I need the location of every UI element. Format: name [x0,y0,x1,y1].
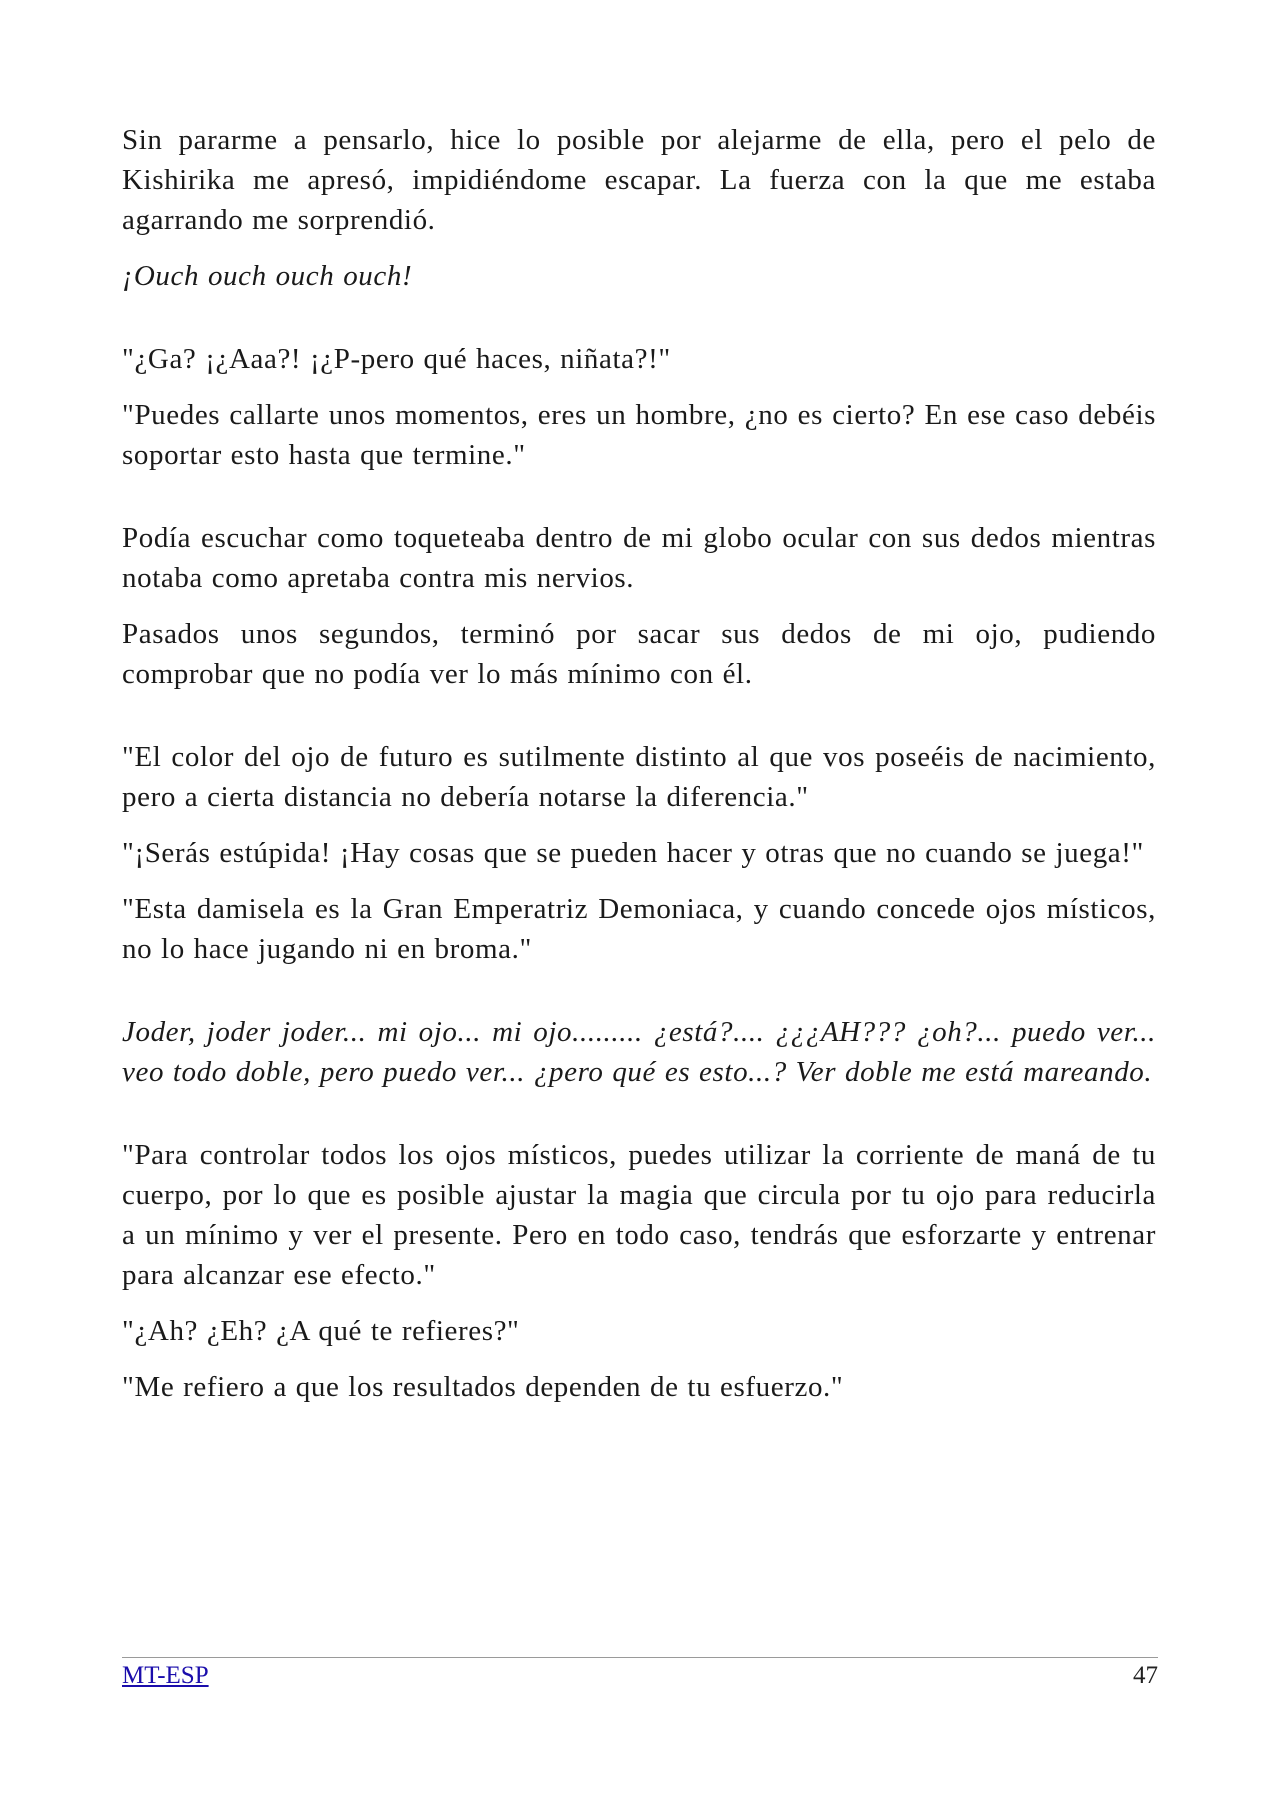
paragraph-11-dialogue: "Para controlar todos los ojos místicos, puedes utilizar la corriente de maná de tu cuerpo, por lo que es posible ajustar la magia que circula por tu ojo para reducirla a un mínimo y ver el presente. Pero en todo caso, tendrás que esforzarte y entrenar para alcanzar ese efecto." [122,1139,1156,1291]
page-number: 47 [1133,1662,1158,1689]
paragraph-12-dialogue: "¿Ah? ¿Eh? ¿A qué te refieres?" [122,1315,520,1347]
paragraph-8-dialogue: "¡Serás estúpida! ¡Hay cosas que se pueden hacer y otras que no cuando se juega!" [122,837,1144,869]
paragraph-13-dialogue: "Me refiero a que los resultados dependen de tu esfuerzo." [122,1371,844,1403]
paragraph-5: Podía escuchar como toqueteaba dentro de mi globo ocular con sus dedos mientras notaba como apretaba contra mis nervios. [122,522,1156,594]
page-footer [122,1660,1158,1692]
footer-link[interactable]: MT-ESP [122,1662,209,1689]
paragraph-3-dialogue: "¿Ga? ¡¿Aaa?! ¡¿P-pero qué haces, niñata?!" [122,343,671,375]
paragraph-7-dialogue: "El color del ojo de futuro es sutilmente distinto al que vos poseéis de nacimiento, pero a cierta distancia no debería notarse la diferencia." [122,741,1156,813]
paragraph-6: Pasados unos segundos, terminó por sacar sus dedos de mi ojo, pudiendo comprobar que no podía ver lo más mínimo con él. [122,618,1156,690]
page-body [122,120,1156,1423]
paragraph-1: Sin pararme a pensarlo, hice lo posible por alejarme de ella, pero el pelo de Kishirika me apresó, impidiéndome escapar. La fuerza con la que me estaba agarrando me sorprendió. [122,124,1156,236]
paragraph-10-thought: Joder, joder joder... mi ojo... mi ojo......... ¿está?.... ¿¿¿AH??? ¿oh?... puedo ver... veo todo doble, pero puedo ver... ¿pero qué es esto...? Ver doble me está mareando. [122,1016,1156,1088]
paragraph-9-dialogue: "Esta damisela es la Gran Emperatriz Demoniaca, y cuando concede ojos místicos, no lo hace jugando ni en broma." [122,893,1156,965]
paragraph-2-thought: ¡Ouch ouch ouch ouch! [122,260,413,292]
footer-divider [122,1657,1158,1658]
paragraph-4-dialogue: "Puedes callarte unos momentos, eres un hombre, ¿no es cierto? En ese caso debéis soportar esto hasta que termine." [122,399,1156,471]
